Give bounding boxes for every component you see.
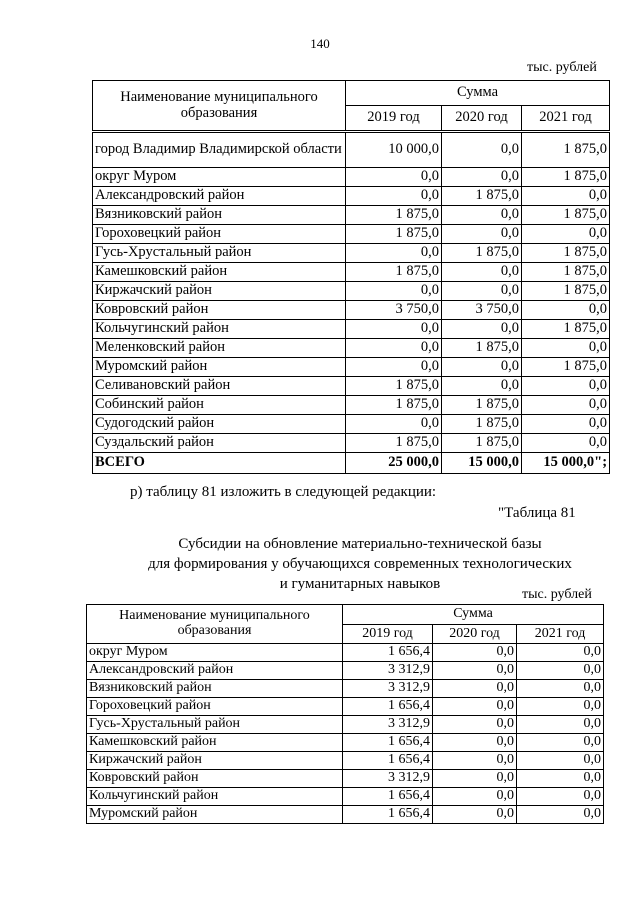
table-row <box>87 662 604 680</box>
value-2019: 3 312,9 <box>343 716 433 734</box>
value-2019: 1 656,4 <box>343 644 433 662</box>
table-row <box>93 282 610 301</box>
table-row <box>93 320 610 339</box>
value-2020: 1 875,0 <box>442 244 522 263</box>
value-2020: 0,0 <box>433 752 517 770</box>
table-row <box>93 396 610 415</box>
municipality-name: Кольчугинский район <box>93 320 346 339</box>
value-2020: 0,0 <box>442 377 522 396</box>
value-2020: 0,0 <box>433 716 517 734</box>
table1-header-year-2019: 2019 год <box>346 106 442 132</box>
table2-header-year-2020: 2020 год <box>433 625 517 644</box>
value-2020: 1 875,0 <box>442 415 522 434</box>
total-label: ВСЕГО <box>93 453 346 474</box>
municipality-name: Муромский район <box>93 358 346 377</box>
table2-header-year-2019: 2019 год <box>343 625 433 644</box>
value-2019: 0,0 <box>346 320 442 339</box>
table-81-label: "Таблица 81 <box>498 505 576 521</box>
value-2020: 0,0 <box>442 282 522 301</box>
value-2019: 0,0 <box>346 415 442 434</box>
value-2021: 1 875,0 <box>522 206 610 225</box>
subsidy-title <box>120 534 600 594</box>
value-2020: 0,0 <box>442 225 522 244</box>
value-2021: 1 875,0 <box>522 244 610 263</box>
municipality-name: Александровский район <box>87 662 343 680</box>
value-2021: 0,0 <box>522 339 610 358</box>
table-row <box>93 377 610 396</box>
value-2021: 0,0 <box>517 662 604 680</box>
value-2020: 1 875,0 <box>442 339 522 358</box>
value-2019: 3 312,9 <box>343 680 433 698</box>
value-2021: 0,0 <box>522 434 610 453</box>
table2-unit-label: тыс. рублей <box>522 587 592 602</box>
subsidy-title-line-1: Субсидии на обновление материально-технической базы <box>178 536 542 552</box>
table-row <box>93 206 610 225</box>
table-row <box>93 132 610 168</box>
instruction-text: р) таблицу 81 изложить в следующей редакции: <box>130 484 437 500</box>
municipality-name: Гороховецкий район <box>87 698 343 716</box>
value-2021: 0,0 <box>522 187 610 206</box>
table-row <box>93 168 610 187</box>
table1 <box>92 80 610 474</box>
value-2020: 1 875,0 <box>442 187 522 206</box>
table2 <box>86 604 604 824</box>
value-2020: 0,0 <box>442 132 522 168</box>
table-row <box>93 358 610 377</box>
subsidy-title-line-3: и гуманитарных навыков <box>279 576 441 592</box>
value-2019: 1 656,4 <box>343 806 433 824</box>
value-2019: 1 875,0 <box>346 225 442 244</box>
value-2020: 0,0 <box>442 263 522 282</box>
municipality-name: Гусь-Хрустальный район <box>93 244 346 263</box>
value-2021: 0,0 <box>522 225 610 244</box>
municipality-name: Меленковский район <box>93 339 346 358</box>
value-2019: 1 875,0 <box>346 377 442 396</box>
municipality-name: Кольчугинский район <box>87 788 343 806</box>
value-2020: 0,0 <box>442 168 522 187</box>
table-row <box>93 225 610 244</box>
value-2021: 0,0 <box>517 716 604 734</box>
value-2021: 0,0 <box>517 698 604 716</box>
municipality-name: Судогодский район <box>93 415 346 434</box>
table-row <box>87 734 604 752</box>
table-row <box>93 301 610 320</box>
value-2020: 0,0 <box>433 734 517 752</box>
subsidy-title-line-2: для формирования у обучающихся современных технологических <box>148 556 572 572</box>
value-2019: 1 656,4 <box>343 734 433 752</box>
municipality-name: Камешковский район <box>93 263 346 282</box>
municipality-name: Ковровский район <box>93 301 346 320</box>
municipality-name: Муромский район <box>87 806 343 824</box>
municipality-name: Вязниковский район <box>93 206 346 225</box>
value-2020: 1 875,0 <box>442 396 522 415</box>
table1-header-name: Наименование муниципального образования <box>93 81 346 132</box>
value-2020: 0,0 <box>433 788 517 806</box>
table-row <box>87 770 604 788</box>
value-2021: 0,0 <box>517 806 604 824</box>
value-2021: 0,0 <box>517 752 604 770</box>
table-row <box>87 680 604 698</box>
value-2019: 10 000,0 <box>346 132 442 168</box>
value-2019: 0,0 <box>346 244 442 263</box>
municipality-name: округ Муром <box>93 168 346 187</box>
value-2020: 0,0 <box>433 644 517 662</box>
value-2019: 1 875,0 <box>346 434 442 453</box>
table-row <box>93 263 610 282</box>
municipality-name: Суздальский район <box>93 434 346 453</box>
value-2019: 3 312,9 <box>343 662 433 680</box>
value-2019: 1 656,4 <box>343 698 433 716</box>
value-2020: 0,0 <box>433 770 517 788</box>
value-2021: 0,0 <box>517 644 604 662</box>
value-2019: 3 750,0 <box>346 301 442 320</box>
value-2019: 0,0 <box>346 358 442 377</box>
table-row <box>87 644 604 662</box>
value-2021: 1 875,0 <box>522 132 610 168</box>
table-row <box>93 434 610 453</box>
value-2019: 1 875,0 <box>346 263 442 282</box>
table1-header-year-2021: 2021 год <box>522 106 610 132</box>
value-2021: 0,0 <box>517 788 604 806</box>
total-2021: 15 000,0"; <box>522 453 610 474</box>
page-number: 140 <box>310 36 330 51</box>
value-2020: 1 875,0 <box>442 434 522 453</box>
municipality-name: Селивановский район <box>93 377 346 396</box>
municipality-name: Ковровский район <box>87 770 343 788</box>
value-2020: 0,0 <box>433 662 517 680</box>
municipality-name: Камешковский район <box>87 734 343 752</box>
value-2021: 0,0 <box>517 770 604 788</box>
municipality-name: округ Муром <box>87 644 343 662</box>
value-2020: 0,0 <box>433 680 517 698</box>
value-2021: 0,0 <box>522 396 610 415</box>
value-2021: 0,0 <box>522 301 610 320</box>
value-2021: 0,0 <box>522 377 610 396</box>
value-2020: 0,0 <box>442 320 522 339</box>
table-row <box>93 415 610 434</box>
value-2021: 1 875,0 <box>522 263 610 282</box>
municipality-name: город Владимир Владимирской области <box>93 132 346 168</box>
value-2020: 0,0 <box>442 358 522 377</box>
value-2020: 0,0 <box>433 806 517 824</box>
table2-header-sum: Сумма <box>343 605 604 625</box>
municipality-name: Александровский район <box>93 187 346 206</box>
table-row <box>93 339 610 358</box>
value-2020: 0,0 <box>442 206 522 225</box>
table-row <box>87 752 604 770</box>
table1-header-sum: Сумма <box>346 81 610 106</box>
municipality-name: Киржачский район <box>93 282 346 301</box>
value-2021: 1 875,0 <box>522 358 610 377</box>
table-row <box>87 698 604 716</box>
value-2019: 0,0 <box>346 168 442 187</box>
table-row <box>87 716 604 734</box>
value-2019: 0,0 <box>346 282 442 301</box>
municipality-name: Киржачский район <box>87 752 343 770</box>
value-2021: 1 875,0 <box>522 168 610 187</box>
municipality-name: Вязниковский район <box>87 680 343 698</box>
value-2021: 0,0 <box>517 734 604 752</box>
value-2021: 1 875,0 <box>522 320 610 339</box>
table-row <box>93 187 610 206</box>
municipality-name: Гороховецкий район <box>93 225 346 244</box>
table1-unit-label: тыс. рублей <box>527 60 597 75</box>
value-2019: 1 656,4 <box>343 752 433 770</box>
value-2019: 3 312,9 <box>343 770 433 788</box>
table1-header-year-2020: 2020 год <box>442 106 522 132</box>
value-2020: 3 750,0 <box>442 301 522 320</box>
value-2019: 0,0 <box>346 187 442 206</box>
total-row <box>93 453 610 474</box>
value-2019: 1 656,4 <box>343 788 433 806</box>
value-2021: 0,0 <box>522 415 610 434</box>
table-row <box>87 788 604 806</box>
table-row <box>87 806 604 824</box>
value-2021: 1 875,0 <box>522 282 610 301</box>
total-2020: 15 000,0 <box>442 453 522 474</box>
municipality-name: Собинский район <box>93 396 346 415</box>
value-2019: 1 875,0 <box>346 396 442 415</box>
value-2021: 0,0 <box>517 680 604 698</box>
municipality-name: Гусь-Хрустальный район <box>87 716 343 734</box>
value-2019: 1 875,0 <box>346 206 442 225</box>
table2-header-name: Наименование муниципального образования <box>87 605 343 644</box>
value-2019: 0,0 <box>346 339 442 358</box>
value-2020: 0,0 <box>433 698 517 716</box>
total-2019: 25 000,0 <box>346 453 442 474</box>
table2-header-year-2021: 2021 год <box>517 625 604 644</box>
table-row <box>93 244 610 263</box>
